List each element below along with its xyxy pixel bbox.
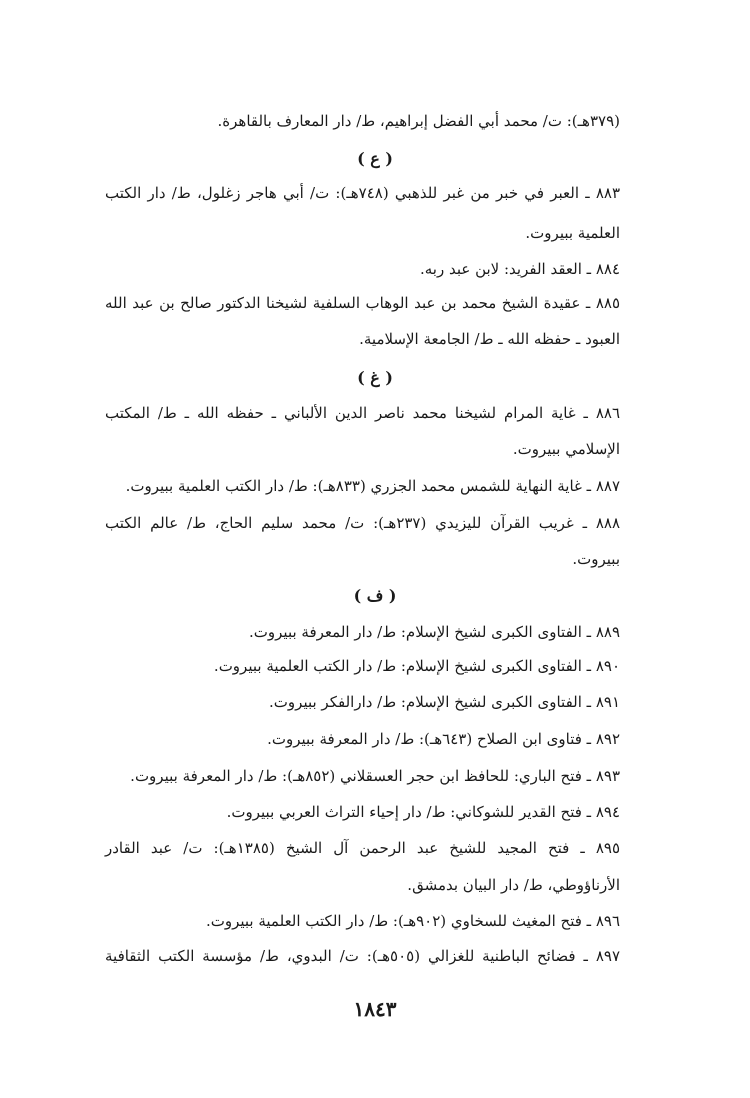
entry-897: ٨٩٧ ـ فضائح الباطنية للغزالي (٥٠٥هـ): ت/ البدوي، ط/ مؤسسة الكتب الثقافية (105, 947, 620, 965)
entry-885-line-1: ٨٨٥ ـ عقيدة الشيخ محمد بن عبد الوهاب السلفية لشيخنا الدكتور صالح بن عبد الله (105, 294, 620, 312)
entry-892: ٨٩٢ ـ فتاوى ابن الصلاح (٦٤٣هـ): ط/ دار المعرفة ببيروت. (267, 730, 620, 748)
entry-894: ٨٩٤ ـ فتح القدير للشوكاني: ط/ دار إحياء التراث العربي ببيروت. (226, 803, 620, 821)
entry-883-line-2: العلمية ببيروت. (525, 224, 620, 242)
section-heading-fa: ( ف ) (353, 586, 397, 605)
entry-884: ٨٨٤ ـ العقد الفريد: لابن عبد ربه. (419, 260, 620, 278)
entry-887: ٨٨٧ ـ غاية النهاية للشمس محمد الجزري (٨٣٣هـ): ط/ دار الكتب العلمية ببيروت. (125, 477, 620, 495)
entry-888-line-1: ٨٨٨ ـ غريب القرآن لليزيدي (٢٣٧هـ): ت/ محمد سليم الحاج، ط/ عالم الكتب (105, 514, 620, 532)
entry-885-line-2: العبود ـ حفظه الله ـ ط/ الجامعة الإسلامية. (359, 330, 620, 348)
page-number: ١٨٤٣ (353, 997, 397, 1021)
entry-895-line-1: ٨٩٥ ـ فتح المجيد للشيخ عبد الرحمن آل الشيخ (١٣٨٥هـ): ت/ عبد القادر (105, 839, 621, 857)
entry-line-continuation: (٣٧٩هـ): ت/ محمد أبي الفضل إبراهيم، ط/ دار المعارف بالقاهرة. (217, 112, 620, 130)
entry-889: ٨٨٩ ـ الفتاوى الكبرى لشيخ الإسلام: ط/ دار المعرفة ببيروت. (249, 623, 620, 641)
section-heading-ain: ( ع ) (357, 149, 393, 168)
entry-896: ٨٩٦ ـ فتح المغيث للسخاوي (٩٠٢هـ): ط/ دار الكتب العلمية ببيروت. (205, 912, 620, 930)
entry-893: ٨٩٣ ـ فتح الباري: للحافظ ابن حجر العسقلاني (٨٥٢هـ): ط/ دار المعرفة ببيروت. (130, 767, 620, 785)
entry-890: ٨٩٠ ـ الفتاوى الكبرى لشيخ الإسلام: ط/ دار الكتب العلمية ببيروت. (213, 657, 620, 675)
entry-883-line-1: ٨٨٣ ـ العبر في خبر من غبر للذهبي (٧٤٨هـ): ت/ أبي هاجر زغلول، ط/ دار الكتب (105, 184, 620, 202)
section-heading-ghain: ( غ ) (357, 368, 393, 387)
entry-886-line-1: ٨٨٦ ـ غاية المرام لشيخنا محمد ناصر الدين الألباني ـ حفظه الله ـ ط/ المكتب (105, 404, 620, 422)
entry-888-line-2: ببيروت. (572, 550, 620, 568)
entry-895-line-2: الأرناؤوطي، ط/ دار البيان بدمشق. (407, 876, 620, 894)
entry-891: ٨٩١ ـ الفتاوى الكبرى لشيخ الإسلام: ط/ دارالفكر ببيروت. (269, 693, 620, 711)
entry-886-line-2: الإسلامي ببيروت. (512, 440, 620, 458)
